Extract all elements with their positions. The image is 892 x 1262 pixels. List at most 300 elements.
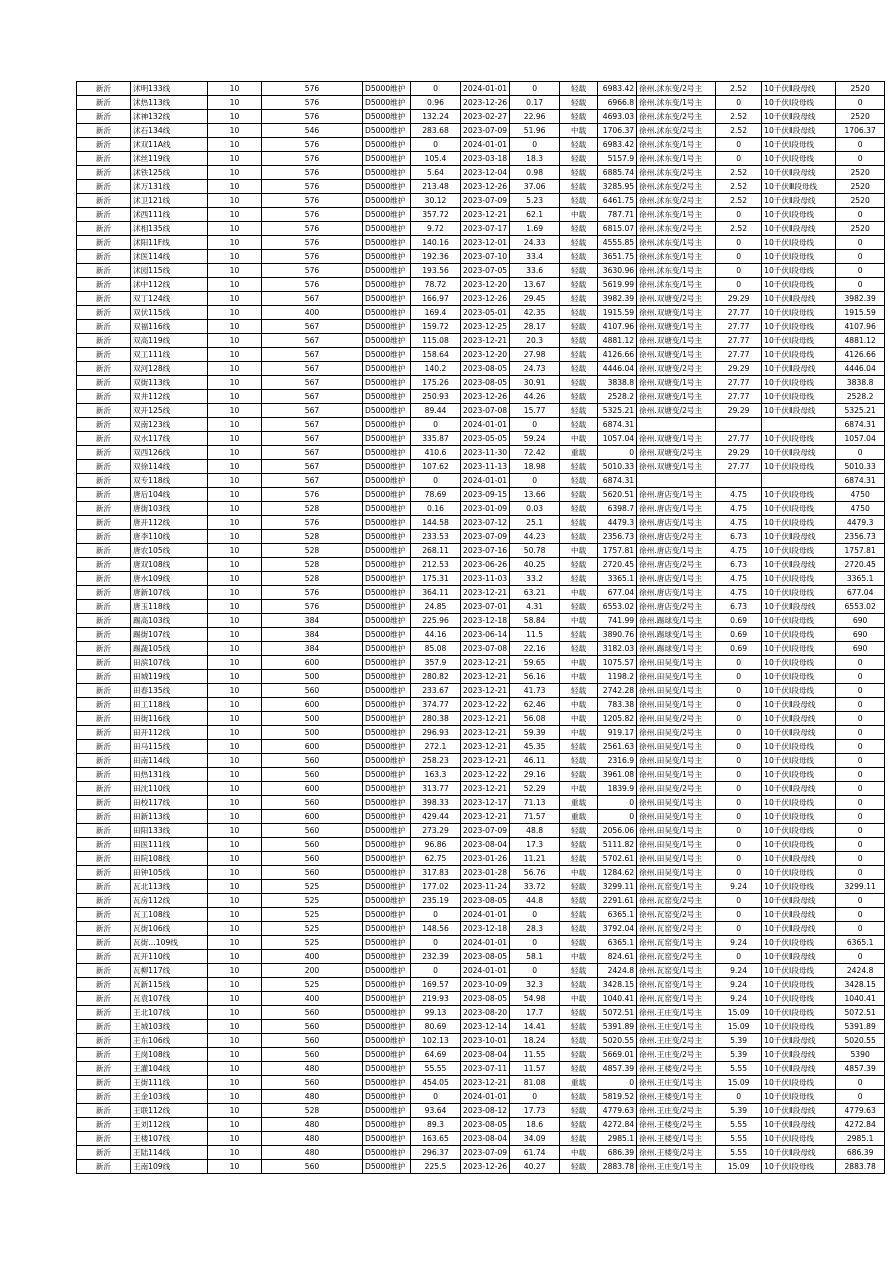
cell-load-rate: 11.57 [510,1062,560,1076]
cell-load-rate: 32.3 [510,978,560,992]
cell-bus-section: 10千伏Ⅰ段母线 [762,740,836,754]
table-row [77,502,885,516]
cell-bus-section: 10千伏Ⅰ段母线 [762,1160,836,1174]
cell-available-capacity: 0 [836,838,885,852]
cell-load-status: 轻载 [560,138,598,152]
cell-voltage: 10 [208,810,262,824]
table-row [77,278,885,292]
cell-rated-current: 576 [262,586,363,600]
cell-max-current: 93.64 [411,1104,461,1118]
cell-rated-current: 567 [262,334,363,348]
cell-max-date: 2023-08-05 [461,992,510,1006]
cell-county: 新沂 [77,810,131,824]
table-row [77,544,885,558]
cell-data-source: D5000维护 [363,670,411,684]
table-row [77,1160,885,1174]
cell-rated-current: 480 [262,1132,363,1146]
cell-spare-capacity: 2561.63 [598,740,637,754]
cell-load-status: 轻载 [560,348,598,362]
cell-voltage: 10 [208,992,262,1006]
cell-bus-section: 10千伏Ⅰ段母线 [762,544,836,558]
cell-county: 新沂 [77,96,131,110]
cell-available-capacity: 4857.39 [836,1062,885,1076]
cell-rated-current: 400 [262,992,363,1006]
cell-line-name: 田阳133线 [131,824,208,838]
cell-load-status: 轻载 [560,530,598,544]
cell-max-current: 96.86 [411,838,461,852]
cell-load-status: 轻载 [560,292,598,306]
cell-line-name: 田新113线 [131,810,208,824]
cell-data-source: D5000维护 [363,222,411,236]
cell-load-status: 中载 [560,782,598,796]
cell-line-name: 田沈110线 [131,782,208,796]
cell-line-name: 双南123线 [131,418,208,432]
cell-transformer-load: 29.29 [716,404,762,418]
cell-max-current: 102.13 [411,1034,461,1048]
cell-bus-section: 10千伏Ⅰ段母线 [762,978,836,992]
cell-load-rate: 20.3 [510,334,560,348]
cell-voltage: 10 [208,852,262,866]
cell-bus-section: 10千伏Ⅰ段母线 [762,866,836,880]
cell-transformer: 徐州.田吴变/1号主 [637,768,716,782]
cell-load-rate: 18.3 [510,152,560,166]
cell-max-current: 357.9 [411,656,461,670]
cell-rated-current: 528 [262,558,363,572]
cell-transformer-load: 4.75 [716,502,762,516]
cell-spare-capacity: 5010.33 [598,460,637,474]
cell-line-name: 双工111线 [131,348,208,362]
cell-data-source: D5000维护 [363,1020,411,1034]
cell-spare-capacity: 5669.01 [598,1048,637,1062]
cell-max-current: 99.13 [411,1006,461,1020]
cell-rated-current: 567 [262,418,363,432]
feeder-load-table [76,81,885,1174]
cell-transformer-load: 2.52 [716,110,762,124]
cell-load-rate: 17.3 [510,838,560,852]
cell-line-name: 沭阳11F线 [131,236,208,250]
cell-voltage: 10 [208,628,262,642]
cell-county: 新沂 [77,866,131,880]
cell-county: 新沂 [77,684,131,698]
cell-load-rate: 5.23 [510,194,560,208]
cell-load-status: 重载 [560,810,598,824]
cell-load-status: 轻载 [560,922,598,936]
cell-load-status: 轻载 [560,404,598,418]
cell-max-current: 158.64 [411,348,461,362]
cell-max-current: 107.62 [411,460,461,474]
cell-load-status: 轻载 [560,1048,598,1062]
cell-data-source: D5000维护 [363,824,411,838]
cell-data-source: D5000维护 [363,586,411,600]
cell-transformer: 徐州.沭东变/2号主 [637,166,716,180]
cell-line-name: 唐水109线 [131,572,208,586]
cell-max-date: 2024-01-01 [461,964,510,978]
cell-bus-section: 10千伏Ⅰ段母线 [762,810,836,824]
cell-data-source: D5000维护 [363,922,411,936]
cell-data-source: D5000维护 [363,390,411,404]
cell-transformer: 徐州.沭东变/1号主 [637,208,716,222]
table-row [77,138,885,152]
cell-data-source: D5000维护 [363,110,411,124]
cell-county: 新沂 [77,1034,131,1048]
cell-bus-section: 10千伏Ⅰ段母线 [762,880,836,894]
cell-data-source: D5000维护 [363,656,411,670]
cell-available-capacity: 2528.2 [836,390,885,404]
cell-transformer-load: 0 [716,852,762,866]
cell-line-name: 田街116线 [131,712,208,726]
cell-bus-section: 10千伏Ⅰ段母线 [762,306,836,320]
cell-transformer: 徐州.田吴变/1号主 [637,670,716,684]
cell-county: 新沂 [77,138,131,152]
cell-available-capacity: 686.39 [836,1146,885,1160]
cell-rated-current: 560 [262,796,363,810]
cell-rated-current: 576 [262,222,363,236]
cell-available-capacity: 2424.8 [836,964,885,978]
cell-transformer-load: 2.52 [716,166,762,180]
table-row [77,782,885,796]
table-row [77,250,885,264]
cell-rated-current: 560 [262,1034,363,1048]
cell-spare-capacity: 5391.89 [598,1020,637,1034]
cell-voltage: 10 [208,558,262,572]
cell-load-rate: 33.6 [510,264,560,278]
cell-load-status: 轻载 [560,852,598,866]
table-row [77,572,885,586]
cell-rated-current: 576 [262,166,363,180]
cell-line-name: 双伏115线 [131,306,208,320]
cell-data-source: D5000维护 [363,96,411,110]
table-row [77,978,885,992]
cell-load-status: 中载 [560,656,598,670]
cell-load-status: 轻载 [560,516,598,530]
cell-max-date: 2023-07-09 [461,530,510,544]
table-row [77,488,885,502]
cell-line-name: 唐李110线 [131,530,208,544]
cell-data-source: D5000维护 [363,1160,411,1174]
cell-data-source: D5000维护 [363,614,411,628]
cell-transformer-load: 4.75 [716,488,762,502]
cell-line-name: 田南114线 [131,754,208,768]
cell-max-date: 2023-08-05 [461,950,510,964]
cell-spare-capacity: 1057.04 [598,432,637,446]
cell-bus-section: 10千伏Ⅰ段母线 [762,208,836,222]
cell-bus-section: 10千伏Ⅱ段母线 [762,1062,836,1076]
cell-line-name: 瓦北113线 [131,880,208,894]
cell-spare-capacity: 5111.82 [598,838,637,852]
cell-max-date: 2023-08-05 [461,362,510,376]
cell-bus-section: 10千伏Ⅱ段母线 [762,894,836,908]
cell-max-current: 233.67 [411,684,461,698]
table-row [77,964,885,978]
cell-load-rate: 17.73 [510,1104,560,1118]
cell-spare-capacity: 2291.61 [598,894,637,908]
cell-load-rate: 18.24 [510,1034,560,1048]
cell-rated-current: 567 [262,446,363,460]
table-row [77,586,885,600]
cell-spare-capacity: 1839.9 [598,782,637,796]
cell-county: 新沂 [77,516,131,530]
cell-rated-current: 560 [262,754,363,768]
cell-transformer: 徐州.田吴变/2号主 [637,782,716,796]
cell-max-date: 2023-03-18 [461,152,510,166]
cell-load-status: 轻载 [560,558,598,572]
cell-transformer: 徐州.瓦窑变/1号主 [637,978,716,992]
cell-data-source: D5000维护 [363,740,411,754]
cell-load-status: 轻载 [560,390,598,404]
cell-max-current: 268.11 [411,544,461,558]
cell-load-status: 轻载 [560,222,598,236]
cell-bus-section [762,474,836,488]
cell-load-rate: 0 [510,138,560,152]
cell-transformer-load: 4.75 [716,516,762,530]
cell-load-status: 轻载 [560,964,598,978]
cell-voltage: 10 [208,96,262,110]
cell-voltage: 10 [208,264,262,278]
cell-max-date: 2023-08-04 [461,1132,510,1146]
cell-transformer-load: 27.77 [716,390,762,404]
cell-bus-section: 10千伏Ⅱ段母线 [762,908,836,922]
cell-rated-current: 576 [262,82,363,96]
cell-transformer: 徐州.双塘变/1号主 [637,376,716,390]
cell-data-source: D5000维护 [363,460,411,474]
cell-county: 新沂 [77,628,131,642]
cell-max-date: 2023-12-21 [461,740,510,754]
cell-transformer: 徐州.王楼变/2号主 [637,1062,716,1076]
cell-available-capacity: 4446.04 [836,362,885,376]
cell-transformer-load: 29.29 [716,362,762,376]
table-row [77,614,885,628]
table-row [77,796,885,810]
table-row [77,698,885,712]
cell-county: 新沂 [77,796,131,810]
cell-county: 新沂 [77,474,131,488]
cell-rated-current: 400 [262,306,363,320]
cell-max-date: 2023-07-09 [461,824,510,838]
cell-bus-section [762,418,836,432]
cell-available-capacity: 1040.41 [836,992,885,1006]
cell-county: 新沂 [77,572,131,586]
cell-spare-capacity: 1198.2 [598,670,637,684]
cell-max-current: 429.44 [411,810,461,824]
cell-bus-section: 10千伏Ⅰ段母线 [762,488,836,502]
cell-county: 新沂 [77,936,131,950]
cell-transformer: 徐州.瓦窑变/2号主 [637,922,716,936]
cell-max-date: 2023-12-21 [461,1076,510,1090]
cell-transformer-load: 9.24 [716,978,762,992]
cell-voltage: 10 [208,278,262,292]
cell-max-date: 2023-08-20 [461,1006,510,1020]
cell-voltage: 10 [208,950,262,964]
cell-load-rate: 59.65 [510,656,560,670]
cell-rated-current: 500 [262,726,363,740]
cell-available-capacity: 0 [836,208,885,222]
cell-max-date: 2023-12-26 [461,390,510,404]
cell-line-name: 王东106线 [131,1034,208,1048]
table-row [77,852,885,866]
cell-max-date: 2023-11-03 [461,572,510,586]
table-row [77,670,885,684]
cell-data-source: D5000维护 [363,278,411,292]
cell-county: 新沂 [77,768,131,782]
cell-spare-capacity: 787.71 [598,208,637,222]
cell-max-current: 280.82 [411,670,461,684]
cell-data-source: D5000维护 [363,866,411,880]
cell-data-source: D5000维护 [363,446,411,460]
cell-available-capacity: 0 [836,264,885,278]
cell-available-capacity: 0 [836,908,885,922]
cell-transformer: 徐州.王庄变/2号主 [637,1048,716,1062]
cell-load-rate: 30.91 [510,376,560,390]
cell-transformer: 徐州.双塘变/1号主 [637,432,716,446]
cell-data-source: D5000维护 [363,810,411,824]
cell-data-source: D5000维护 [363,1118,411,1132]
cell-max-date: 2023-01-09 [461,502,510,516]
cell-transformer: 徐州.田吴变/2号主 [637,712,716,726]
cell-voltage: 10 [208,670,262,684]
cell-data-source: D5000维护 [363,712,411,726]
cell-load-rate: 11.21 [510,852,560,866]
cell-load-rate: 50.78 [510,544,560,558]
cell-rated-current: 480 [262,1118,363,1132]
cell-line-name: 瓦工108线 [131,908,208,922]
cell-data-source: D5000维护 [363,1062,411,1076]
table-row [77,1006,885,1020]
cell-transformer-load: 5.55 [716,1146,762,1160]
cell-rated-current: 567 [262,404,363,418]
cell-load-rate: 27.98 [510,348,560,362]
cell-spare-capacity: 2356.73 [598,530,637,544]
cell-line-name: 双福116线 [131,320,208,334]
cell-rated-current: 525 [262,880,363,894]
cell-available-capacity: 0 [836,796,885,810]
cell-load-status: 轻载 [560,152,598,166]
cell-data-source: D5000维护 [363,754,411,768]
cell-county: 新沂 [77,1048,131,1062]
cell-bus-section: 10千伏Ⅰ段母线 [762,628,836,642]
cell-spare-capacity: 686.39 [598,1146,637,1160]
cell-county: 新沂 [77,950,131,964]
cell-bus-section: 10千伏Ⅰ段母线 [762,586,836,600]
cell-max-current: 0 [411,138,461,152]
cell-max-current: 232.39 [411,950,461,964]
cell-max-current: 30.12 [411,194,461,208]
cell-county: 新沂 [77,418,131,432]
cell-max-date: 2023-12-18 [461,922,510,936]
cell-load-rate: 18.98 [510,460,560,474]
cell-max-current: 225.5 [411,1160,461,1174]
cell-line-name: 踢蔬105线 [131,642,208,656]
cell-transformer: 徐州.瓦窑变/1号主 [637,936,716,950]
cell-line-name: 田医111线 [131,838,208,852]
cell-transformer: 徐州.田吴变/1号主 [637,838,716,852]
cell-line-name: 瓦街106线 [131,922,208,936]
cell-max-current: 0 [411,82,461,96]
cell-data-source: D5000维护 [363,264,411,278]
cell-max-current: 89.3 [411,1118,461,1132]
cell-transformer-load [716,418,762,432]
cell-max-date: 2024-01-01 [461,936,510,950]
table-row [77,880,885,894]
cell-voltage: 10 [208,334,262,348]
cell-load-rate: 11.55 [510,1048,560,1062]
cell-max-current: 280.38 [411,712,461,726]
cell-bus-section: 10千伏Ⅰ段母线 [762,432,836,446]
cell-load-rate: 72.42 [510,446,560,460]
cell-data-source: D5000维护 [363,782,411,796]
cell-bus-section: 10千伏Ⅰ段母线 [762,614,836,628]
cell-rated-current: 576 [262,488,363,502]
cell-spare-capacity: 1284.62 [598,866,637,880]
cell-transformer-load: 0 [716,782,762,796]
cell-rated-current: 567 [262,348,363,362]
cell-voltage: 10 [208,712,262,726]
cell-spare-capacity: 4555.85 [598,236,637,250]
cell-max-date: 2023-05-01 [461,306,510,320]
cell-max-current: 144.58 [411,516,461,530]
cell-max-date: 2023-12-21 [461,586,510,600]
cell-transformer-load: 0 [716,796,762,810]
cell-max-current: 163.3 [411,768,461,782]
cell-voltage: 10 [208,572,262,586]
cell-data-source: D5000维护 [363,600,411,614]
cell-transformer-load: 5.39 [716,1034,762,1048]
cell-county: 新沂 [77,320,131,334]
cell-data-source: D5000维护 [363,894,411,908]
cell-transformer-load: 0.69 [716,614,762,628]
cell-rated-current: 200 [262,964,363,978]
cell-spare-capacity: 3961.08 [598,768,637,782]
cell-bus-section: 10千伏Ⅰ段母线 [762,754,836,768]
cell-voltage: 10 [208,362,262,376]
cell-load-status: 轻载 [560,978,598,992]
cell-spare-capacity: 3630.96 [598,264,637,278]
cell-line-name: 沭西111线 [131,208,208,222]
cell-max-date: 2023-07-09 [461,1146,510,1160]
cell-max-date: 2023-12-17 [461,796,510,810]
table-row [77,1062,885,1076]
cell-transformer: 徐州.田吴变/1号主 [637,796,716,810]
cell-load-status: 轻载 [560,376,598,390]
cell-bus-section: 10千伏Ⅰ段母线 [762,376,836,390]
cell-spare-capacity: 4779.63 [598,1104,637,1118]
cell-max-current: 283.68 [411,124,461,138]
cell-data-source: D5000维护 [363,334,411,348]
cell-spare-capacity: 6553.02 [598,600,637,614]
cell-load-rate: 17.7 [510,1006,560,1020]
cell-transformer-load: 2.52 [716,194,762,208]
cell-load-rate: 34.09 [510,1132,560,1146]
table-row [77,600,885,614]
cell-max-date: 2023-12-26 [461,292,510,306]
cell-rated-current: 600 [262,740,363,754]
cell-county: 新沂 [77,502,131,516]
cell-bus-section: 10千伏Ⅰ段母线 [762,250,836,264]
table-row [77,642,885,656]
table-row [77,236,885,250]
cell-bus-section: 10千伏Ⅰ段母线 [762,656,836,670]
cell-max-date: 2023-05-05 [461,432,510,446]
cell-max-current: 0 [411,908,461,922]
cell-line-name: 王楼107线 [131,1132,208,1146]
cell-load-rate: 56.16 [510,670,560,684]
cell-rated-current: 480 [262,1146,363,1160]
cell-transformer: 徐州.双塘变/2号主 [637,292,716,306]
cell-data-source: D5000维护 [363,908,411,922]
cell-load-status: 中载 [560,124,598,138]
cell-voltage: 10 [208,460,262,474]
cell-line-name: 田校117线 [131,796,208,810]
cell-max-current: 163.65 [411,1132,461,1146]
